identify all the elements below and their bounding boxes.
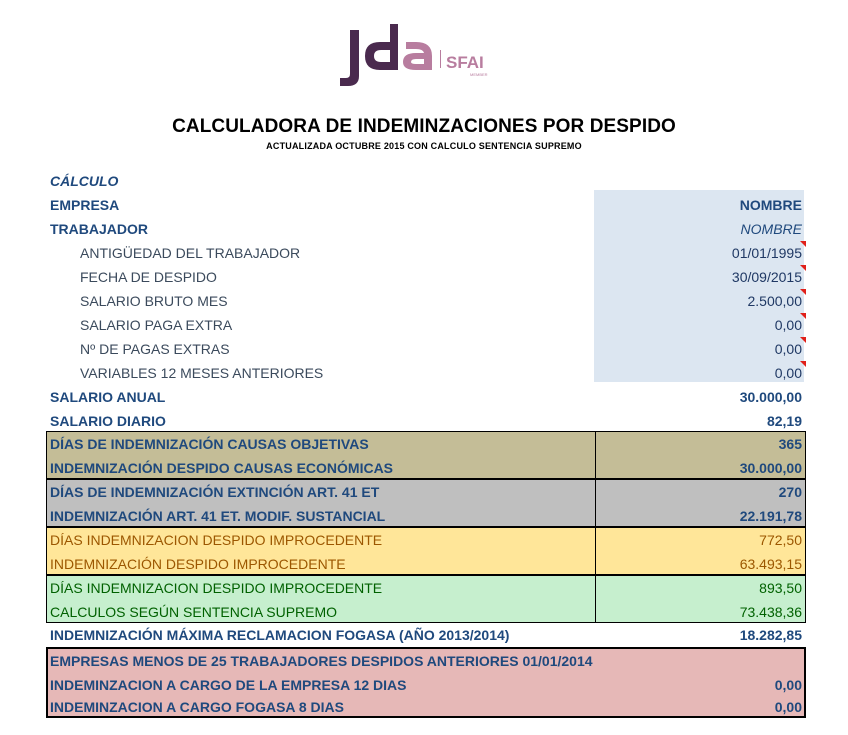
row-variables [46, 361, 806, 385]
row-empresa [46, 193, 806, 217]
comment-indicator-icon[interactable] [800, 265, 806, 271]
dias-art41-value: 270 [778, 484, 802, 500]
dias-objetivas-label: DÍAS DE INDEMNIZACIÓN CAUSAS OBJETIVAS [50, 436, 369, 452]
row-fogasa-header [46, 649, 806, 673]
trabajador-label: TRABAJADOR [50, 221, 148, 237]
svg-text:SFAI: SFAI [446, 53, 484, 72]
row-dias-objetivas [46, 432, 806, 456]
empresa-label: EMPRESA [50, 197, 120, 213]
indemnizacion-economicas-label: INDEMNIZACIÓN DESPIDO CAUSAS ECONÓMICAS [50, 460, 394, 476]
fecha-despido-input[interactable]: 30/09/2015 [731, 269, 802, 285]
fogasa-max-label: INDEMNIZACIÓN MÁXIMA RECLAMACION FOGASA (AÑO 2013/2014) [50, 627, 510, 643]
row-indemnizacion-art41 [46, 504, 806, 528]
salario-diario-value: 82,19 [766, 413, 802, 429]
dias-improcedente-value: 772,50 [759, 532, 802, 548]
salario-diario-label: SALARIO DIARIO [50, 413, 166, 429]
calculo-supremo-label: CALCULOS SEGÚN SENTENCIA SUPREMO [50, 604, 338, 620]
dias-objetivas-value: 365 [778, 436, 802, 452]
variables-input[interactable]: 0,00 [774, 365, 802, 381]
salario-bruto-input[interactable]: 2.500,00 [747, 293, 802, 309]
row-calculo-supremo [46, 600, 806, 624]
cargo-fogasa-value: 0,00 [774, 699, 802, 715]
section-calculo [46, 169, 806, 193]
indemnizacion-improcedente-label: INDEMNIZACIÓN DESPIDO IMPROCEDENTE [50, 556, 346, 572]
indemnizacion-art41-label: INDEMNIZACIÓN ART. 41 ET. MODIF. SUSTANCIAL [50, 508, 386, 524]
row-cargo-empresa [46, 673, 806, 697]
row-trabajador [46, 217, 806, 241]
comment-indicator-icon[interactable] [800, 361, 806, 367]
row-salario-anual [46, 385, 806, 409]
dias-supremo-value: 893,50 [759, 580, 802, 596]
num-pagas-input[interactable]: 0,00 [774, 341, 802, 357]
row-salario-diario [46, 409, 806, 433]
row-fecha-despido [46, 265, 806, 289]
fogasa-header-label: EMPRESAS MENOS DE 25 TRABAJADORES DESPIDOS ANTERIORES 01/01/2014 [50, 653, 593, 669]
row-salario-bruto [46, 289, 806, 313]
paga-extra-label: SALARIO PAGA EXTRA [80, 317, 233, 333]
row-antiguedad [46, 241, 806, 265]
salario-anual-value: 30.000,00 [739, 389, 802, 405]
svg-text:MEMBER: MEMBER [470, 72, 488, 77]
indemnizacion-art41-value: 22.191,78 [739, 508, 802, 524]
page-title: CALCULADORA DE INDEMINZACIONES POR DESPIDO [172, 116, 676, 137]
row-cargo-fogasa [46, 695, 806, 719]
row-dias-supremo [46, 576, 806, 600]
comment-indicator-icon[interactable] [800, 337, 806, 343]
calculo-supremo-value: 73.438,36 [739, 604, 802, 620]
cargo-empresa-label: INDEMINZACION A CARGO DE LA EMPRESA 12 DIAS [50, 677, 407, 693]
row-dias-improcedente [46, 528, 806, 552]
jda-sfai-logo [334, 20, 504, 90]
jda-logo-icon [334, 20, 504, 90]
antiguedad-input[interactable]: 01/01/1995 [731, 245, 802, 261]
dias-improcedente-label: DÍAS INDEMNIZACION DESPIDO IMPROCEDENTE [50, 532, 383, 548]
row-indemnizacion-economicas [46, 456, 806, 480]
antiguedad-label: ANTIGÜEDAD DEL TRABAJADOR [80, 245, 301, 261]
empresa-input[interactable]: NOMBRE [739, 197, 802, 213]
salario-anual-label: SALARIO ANUAL [50, 389, 166, 405]
salario-bruto-label: SALARIO BRUTO MES [80, 293, 228, 309]
row-dias-art41 [46, 480, 806, 504]
comment-indicator-icon[interactable] [800, 313, 806, 319]
num-pagas-label: Nº DE PAGAS EXTRAS [80, 341, 230, 357]
fecha-despido-label: FECHA DE DESPIDO [80, 269, 217, 285]
cargo-empresa-value: 0,00 [774, 677, 802, 693]
paga-extra-input[interactable]: 0,00 [774, 317, 802, 333]
dias-supremo-label: DÍAS INDEMNIZACION DESPIDO IMPROCEDENTE [50, 580, 383, 596]
row-num-pagas [46, 337, 806, 361]
variables-label: VARIABLES 12 MESES ANTERIORES [80, 365, 324, 381]
indemnizacion-economicas-value: 30.000,00 [739, 460, 802, 476]
row-paga-extra [46, 313, 806, 337]
section-label: CÁLCULO [50, 173, 119, 189]
dias-art41-label: DÍAS DE INDEMNIZACIÓN EXTINCIÓN ART. 41 ET [50, 484, 380, 500]
indemnizacion-improcedente-value: 63.493,15 [739, 556, 802, 572]
page-subtitle: ACTUALIZADA OCTUBRE 2015 CON CALCULO SENTENCIA SUPREMO [266, 141, 582, 151]
row-indemnizacion-improcedente [46, 552, 806, 576]
trabajador-input[interactable]: NOMBRE [740, 221, 802, 237]
fogasa-max-value: 18.282,85 [739, 627, 802, 643]
comment-indicator-icon[interactable] [800, 289, 806, 295]
cargo-fogasa-label: INDEMINZACION A CARGO FOGASA 8 DIAS [50, 699, 345, 715]
comment-indicator-icon[interactable] [800, 241, 806, 247]
row-fogasa-max [46, 623, 806, 647]
